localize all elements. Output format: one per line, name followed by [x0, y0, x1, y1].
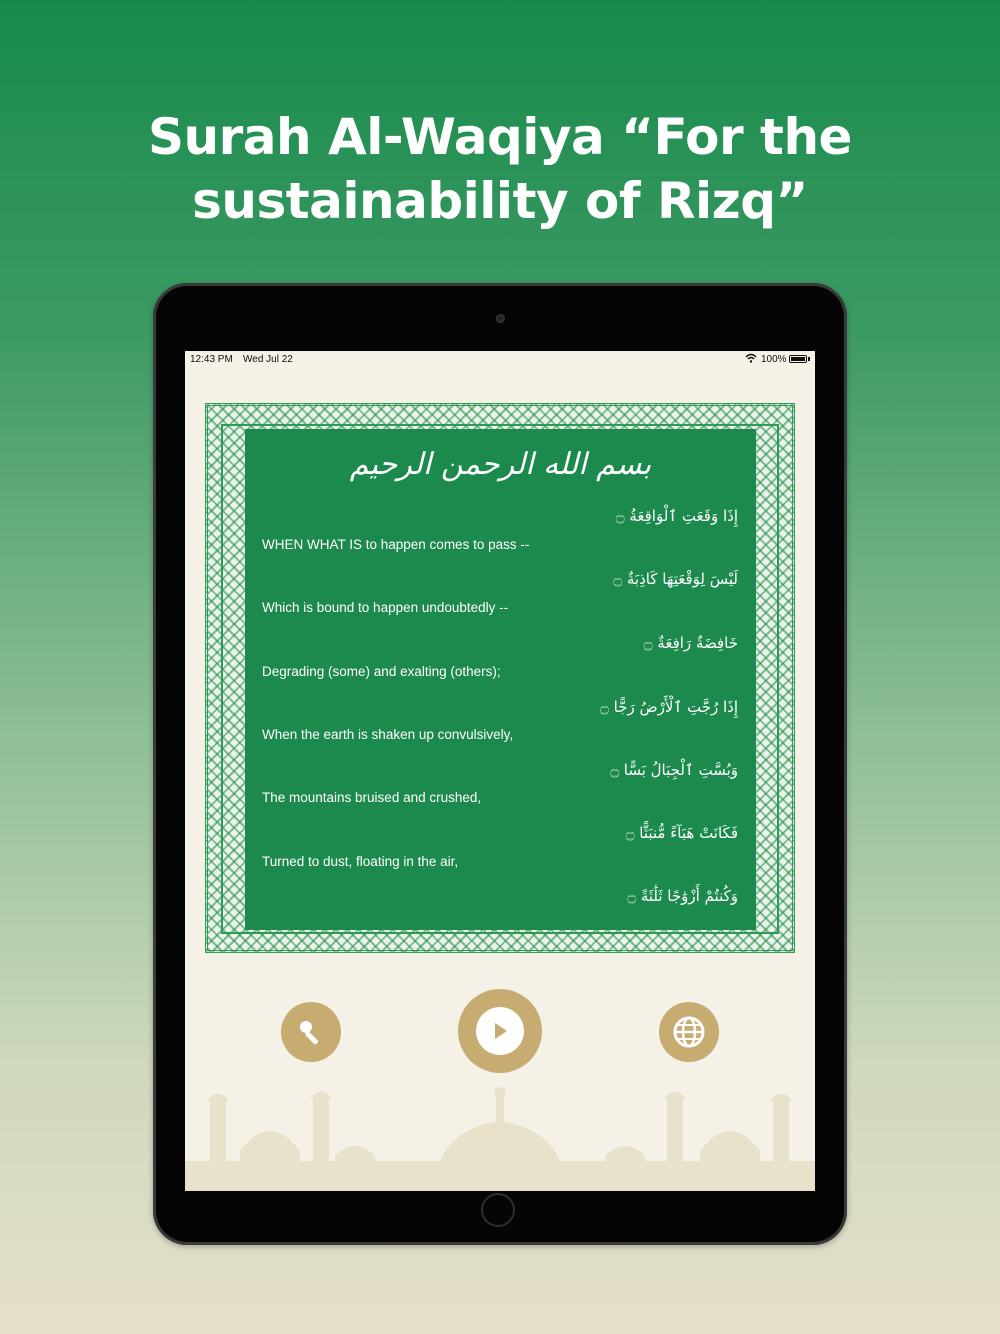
- verse-english-2: Which is bound to happen undoubtedly --: [262, 600, 509, 615]
- status-time: 12:43 PM: [190, 354, 233, 365]
- verse-arabic-3: خَافِضَةٌ رَافِعَةٌ ۝: [643, 634, 738, 652]
- battery-nub: [808, 357, 810, 361]
- headline-line-1: Surah Al-Waqiya “For the: [148, 108, 852, 166]
- verse-arabic-6: فَكَانَتْ هَبَآءً مُّنبَثًّا ۝: [625, 824, 738, 842]
- headline-line-2: sustainability of Rizq”: [192, 172, 808, 230]
- verse-english-5: The mountains bruised and crushed,: [262, 790, 482, 805]
- verse-arabic-5: وَبُسَّتِ ٱلْجِبَالُ بَسًّا ۝: [610, 761, 738, 779]
- battery-icon: [789, 355, 807, 363]
- verse-arabic-1: إِذَا وَقَعَتِ ٱلْوَاقِعَةُ ۝: [615, 507, 738, 525]
- bismillah-calligraphy: بسم الله الرحمن الرحيم: [349, 447, 652, 482]
- verse-english-3: Degrading (some) and exalting (others);: [262, 664, 501, 679]
- verse-english-6: Turned to dust, floating in the air,: [262, 854, 459, 869]
- status-date: Wed Jul 22: [243, 354, 293, 365]
- headline: [0, 105, 1000, 233]
- play-icon: [490, 1021, 510, 1041]
- recitation-button[interactable]: [281, 1002, 341, 1062]
- play-button[interactable]: [458, 989, 542, 1073]
- mosque-skyline-decoration: [185, 1081, 815, 1191]
- verse-arabic-7: وَكُنتُمْ أَزْوَٰجًا ثَلَٰثَةً ۝: [627, 887, 738, 905]
- verse-arabic-2: لَيْسَ لِوَقْعَتِهَا كَاذِبَةٌ ۝: [613, 570, 738, 588]
- front-camera: [496, 314, 505, 323]
- home-button[interactable]: [481, 1193, 515, 1227]
- language-button[interactable]: [659, 1002, 719, 1062]
- play-button-inner: [476, 1007, 524, 1055]
- globe-icon: [672, 1015, 706, 1049]
- verse-panel[interactable]: [245, 429, 756, 930]
- app-screen: [185, 351, 815, 1191]
- verse-english-4: When the earth is shaken up convulsively,: [262, 727, 514, 742]
- verse-english-1: WHEN WHAT IS to happen comes to pass --: [262, 537, 530, 552]
- microphone-icon: [295, 1016, 327, 1048]
- battery-percent: 100%: [761, 354, 787, 365]
- status-bar: [185, 351, 815, 367]
- verse-arabic-4: إِذَا رُجَّتِ ٱلْأَرْضُ رَجًّا ۝: [600, 698, 738, 716]
- wifi-icon: [745, 353, 757, 363]
